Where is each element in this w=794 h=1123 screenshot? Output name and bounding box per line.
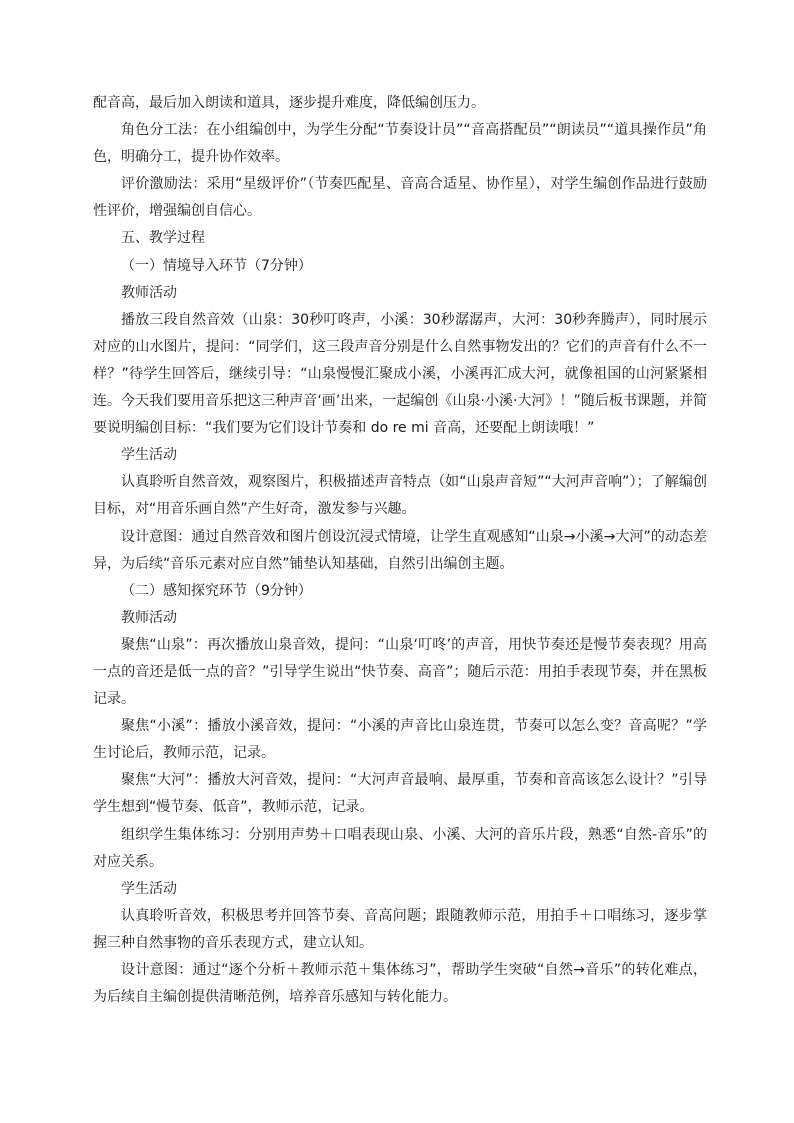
paragraph: 设计意图：通过“逐个分析＋教师示范＋集体练习”，帮助学生突破“自然→音乐”的转化难点，为后续自主编创提供清晰范例，培养音乐感知与转化能力。: [93, 962, 707, 1006]
document-page: [93, 90, 707, 1011]
paragraph: 聚焦“山泉”：再次播放山泉音效，提问：“山泉‘叮咚’的声音，用快节奏还是慢节奏表现？用高一点的音还是低一点的音？”引导学生说出“快节奏、高音”；随后示范：用拍手表现节奏，并在黑板记录。: [93, 636, 707, 708]
paragraph: 聚焦“小溪”：播放小溪音效，提问：“小溪的声音比山泉连贯，节奏可以怎么变？音高呢？”学生讨论后，教师示范，记录。: [93, 718, 707, 762]
activity-heading: 学生活动: [121, 880, 177, 897]
section-heading: 五、教学过程: [121, 230, 205, 247]
activity-heading: 学生活动: [121, 447, 177, 464]
paragraph: 聚焦“大河”：播放大河音效，提问：“大河声音最响、最厚重，节奏和音高该怎么设计？”引导学生想到“慢节奏、低音”，教师示范，记录。: [93, 772, 707, 816]
subsection-heading: （二）感知探究环节（9分钟）: [121, 582, 312, 599]
paragraph: 角色分工法：在小组编创中，为学生分配“节奏设计员”“音高搭配员”“朗读员”“道具操作员”角色，明确分工，提升协作效率。: [93, 122, 707, 166]
activity-heading: 教师活动: [121, 284, 177, 301]
paragraph: 认真聆听自然音效，观察图片，积极描述声音特点（如“山泉声音短”“大河声音响”）；了解编创目标，对“用音乐画自然”产生好奇，激发参与兴趣。: [93, 474, 707, 518]
subsection-heading: （一）情境导入环节（7分钟）: [121, 257, 312, 274]
paragraph: 评价激励法：采用“星级评价”（节奏匹配星、音高合适星、协作星），对学生编创作品进行鼓励性评价，增强编创自信心。: [93, 176, 707, 220]
paragraph: 播放三段自然音效（山泉：30秒叮咚声，小溪：30秒潺潺声，大河：30秒奔腾声），同时展示对应的山水图片，提问：“同学们，这三段声音分别是什么自然事物发出的？它们的声音有什么不一样？”待学生回答后，继续引导：“山泉慢慢汇聚成小溪，小溪再汇成大河，就像祖国的山河紧紧相连。今天我们要用音乐把这三种声音‘画’出来，一起编创《山泉·小溪·大河》！”随后板书课题，并简要说明编创目标：“我们要为它们设计节奏和 do re mi 音高，还要配上朗读哦！”: [93, 311, 707, 437]
activity-heading: 教师活动: [121, 609, 177, 626]
paragraph: 配音高，最后加入朗读和道具，逐步提升难度，降低编创压力。: [93, 95, 485, 111]
paragraph: 设计意图：通过自然音效和图片创设沉浸式情境，让学生直观感知“山泉→小溪→大河”的动态差异，为后续“音乐元素对应自然”铺垫认知基础，自然引出编创主题。: [93, 528, 707, 572]
paragraph: 组织学生集体练习：分别用声势＋口唱表现山泉、小溪、大河的音乐片段，熟悉“自然-音乐”的对应关系。: [93, 826, 707, 870]
paragraph: 认真聆听音效，积极思考并回答节奏、音高问题；跟随教师示范，用拍手＋口唱练习，逐步掌握三种自然事物的音乐表现方式，建立认知。: [93, 907, 707, 951]
